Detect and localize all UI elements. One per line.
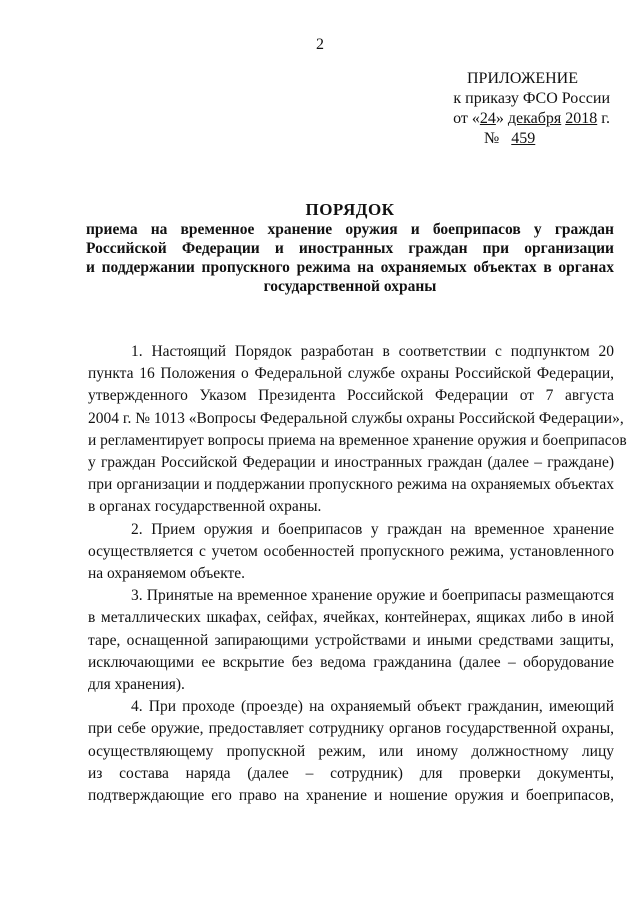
text-line: 3. Принятые на временное хранение оружие и боеприпасы размещаются bbox=[131, 587, 614, 605]
text-line: из состава наряда (далее – сотрудник) для проверки документы, bbox=[88, 764, 614, 782]
text-line: в металлических шкафах, сейфах, ячейках, контейнерах, ящиках либо в иной bbox=[88, 609, 614, 627]
subtitle-line: Российской Федерации и иностранных граждан при организации bbox=[86, 240, 614, 257]
text-line: таре, оснащенной запирающими устройствами и иными средствами защиты, bbox=[88, 631, 614, 649]
text-line: 1. Настоящий Порядок разработан в соответствии с подпунктом 20 bbox=[131, 343, 614, 360]
date-prefix: от « bbox=[453, 110, 480, 127]
text-line: 2. Прием оружия и боеприпасов у граждан на временное хранение bbox=[131, 520, 614, 538]
appendix-block bbox=[420, 69, 610, 149]
text-line: при организации и поддержании пропускного режима на охраняемых объектах bbox=[88, 476, 614, 494]
text-line: осуществляется с учетом особенностей пропускного режима, установленного bbox=[88, 542, 614, 560]
text-line: исключающими ее вскрытие без ведома гражданина (далее – оборудование bbox=[88, 653, 614, 671]
document-title: ПОРЯДОК bbox=[305, 200, 395, 219]
subtitle-line: приема на временное хранение оружия и боеприпасов у граждан bbox=[86, 221, 614, 238]
text-line: подтверждающие его право на хранение и ношение оружия и боеприпасов, bbox=[88, 787, 614, 805]
appendix-number bbox=[420, 129, 610, 149]
text-line: осуществляющему пропускной режим, или иному должностному лицу bbox=[88, 742, 614, 760]
date-year: 2018 bbox=[565, 110, 598, 127]
paragraph-1 bbox=[88, 341, 627, 519]
subtitle-line: и поддержании пропускного режима на охраняемых объектах в органах bbox=[86, 259, 614, 276]
paragraph-4 bbox=[88, 696, 614, 807]
document-subtitle bbox=[86, 220, 614, 296]
text-line: пункта 16 Положения о Федеральной службе охраны Российской Федерации, bbox=[88, 365, 614, 383]
date-mid: » bbox=[495, 110, 504, 127]
text-line: утвержденного Указом Президента Российской Федерации от 7 августа bbox=[88, 387, 614, 405]
text-line: при себе оружие, предоставляет сотруднику органов государственной охраны, bbox=[88, 720, 614, 738]
text-line: для хранения). bbox=[88, 676, 185, 694]
number-prefix: № bbox=[484, 130, 500, 147]
text-line: 2004 г. № 1013 «Вопросы Федеральной службы охраны Российской Федерации», bbox=[88, 409, 624, 427]
date-day: 24 bbox=[479, 110, 496, 127]
paragraph-3 bbox=[88, 585, 614, 696]
appendix-order-ref: к приказу ФСО России bbox=[453, 90, 610, 107]
text-line: 4. При проходе (проезде) на охраняемый объект гражданин, имеющий bbox=[131, 698, 614, 716]
date-month: декабря bbox=[507, 110, 562, 127]
text-line: на охраняемом объекте. bbox=[88, 565, 246, 583]
date-suffix: г. bbox=[601, 110, 610, 127]
number-value: 459 bbox=[511, 130, 536, 147]
text-line: и регламентирует вопросы приема на временное хранение оружия и боеприпасов bbox=[88, 431, 627, 449]
paragraph-2 bbox=[88, 519, 614, 586]
appendix-heading: ПРИЛОЖЕНИЕ bbox=[467, 70, 579, 87]
text-line: в органах государственной охраны. bbox=[88, 498, 322, 516]
subtitle-line: государственной охраны bbox=[263, 278, 437, 295]
appendix-date bbox=[420, 109, 610, 129]
document-body bbox=[88, 341, 627, 807]
text-line: у граждан Российской Федерации и иностранных граждан (далее – граждане) bbox=[88, 454, 614, 472]
page-number: 2 bbox=[316, 36, 324, 53]
